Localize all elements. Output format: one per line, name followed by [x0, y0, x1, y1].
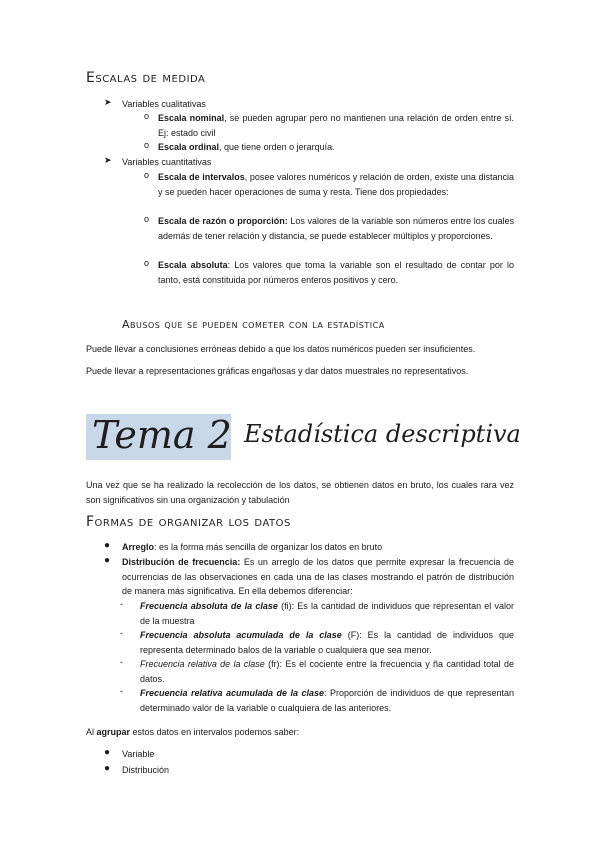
dot-bullet-icon: ● [104, 540, 111, 551]
dash-bullet: - [120, 599, 123, 609]
circle-bullet-icon: o [144, 111, 150, 121]
agrupar-paragraph: Al agrupar estos datos en intervalos podemos saber: [86, 727, 300, 737]
circle-bullet-icon: o [144, 258, 150, 268]
dash-item-fr: Frecuencia relativa de la clase (fr): Es el cociente entre la frecuencia y ña cantidad total de datos. [140, 659, 514, 684]
circle-bullet-icon: o [144, 214, 150, 224]
dash-item-F: Frecuencia absoluta acumulada de la clase (F): Es la cantidad de individuos que representa determinado balos de la variable o cualquiera que sea menor. [140, 630, 514, 655]
intro-paragraph: Una vez que se ha realizado la recolección de los datos, se obtienen datos en bruto, los cuales rara vez son significativos sin una organización y tabulación [86, 480, 514, 505]
sub-intervalos: Escala de intervalos, posee valores numéricos y relación de orden, existe una distancia y se pueden hacer operaciones de suma y resta. Tiene dos propiedades: [158, 172, 514, 197]
dot-bullet-icon: ● [104, 763, 111, 774]
arrow-bullet-icon: ➤ [104, 155, 112, 165]
dash-item-fi: Frecuencia absoluta de la clase (fi): Es la cantidad de individuos que representan el valor de la muestra [140, 601, 515, 626]
dot-bullet-icon: ● [104, 555, 111, 566]
circle-bullet-icon: o [144, 170, 150, 180]
dash-bullet: - [120, 686, 123, 696]
sub-ordinal: Escala ordinal, que tiene orden o jerarquía. [158, 142, 335, 152]
tema-label: Tema 2 [92, 413, 232, 457]
banner-title: Estadística descriptiva [244, 420, 521, 448]
item-arreglo: Arreglo: es la forma más sencilla de organizar los datos en bruto [122, 542, 383, 552]
item-cualitativas: Variables cualitativas [122, 99, 206, 109]
dot-bullet-icon: ● [104, 747, 111, 758]
dash-item-fra: Frecuencia relativa acumulada de la clase: Proporción de individuos de que representan determinado valor de la variable o cualquiera de las anteriores. [140, 688, 514, 713]
arrow-bullet-icon: ➤ [104, 97, 112, 107]
sub-absoluta: Escala absoluta: Los valores que toma la variable son el resultado de contar por lo tanto, está constituida por números enteros positivos y cero. [158, 260, 514, 285]
item-distribucion: Distribución de frecuencia: Es un arreglo de los datos que permite expresar la frecuencia de ocurrencias de las observaciones en cada una de las clases mostrando el patrón de distribución de manera más significativa. En ella debemos diferenciar: [122, 557, 514, 597]
final-item-variable: Variable [122, 749, 155, 759]
circle-bullet-icon: o [144, 140, 150, 150]
dash-bullet: - [120, 657, 123, 667]
sub-nominal: Escala nominal, se pueden agrupar pero no mantienen una relación de orden entre sí. Ej: estado civil [158, 113, 514, 138]
heading-formas: Formas de organizar los datos [86, 514, 291, 530]
heading-abusos: Abusos que se pueden cometer con la estadística [122, 318, 385, 331]
dash-bullet: - [120, 628, 123, 638]
abusos-p1: Puede llevar a conclusiones erróneas debido a que los datos numéricos pueden ser insuficientes. [86, 344, 476, 354]
sub-razon: Escala de razón o proporción: Los valores de la variable son números entre los cuales además de tener relación y distancia, se puede establecer múltiplos y proporciones. [158, 216, 514, 241]
final-item-distribucion: Distribución [122, 765, 170, 775]
item-cuantitativas: Variables cuantitativas [122, 157, 212, 167]
heading-escalas: Escalas de medida [86, 70, 206, 86]
abusos-p2: Puede llevar a representaciones gráficas engañosas y dar datos muestrales no representativos. [86, 366, 469, 376]
